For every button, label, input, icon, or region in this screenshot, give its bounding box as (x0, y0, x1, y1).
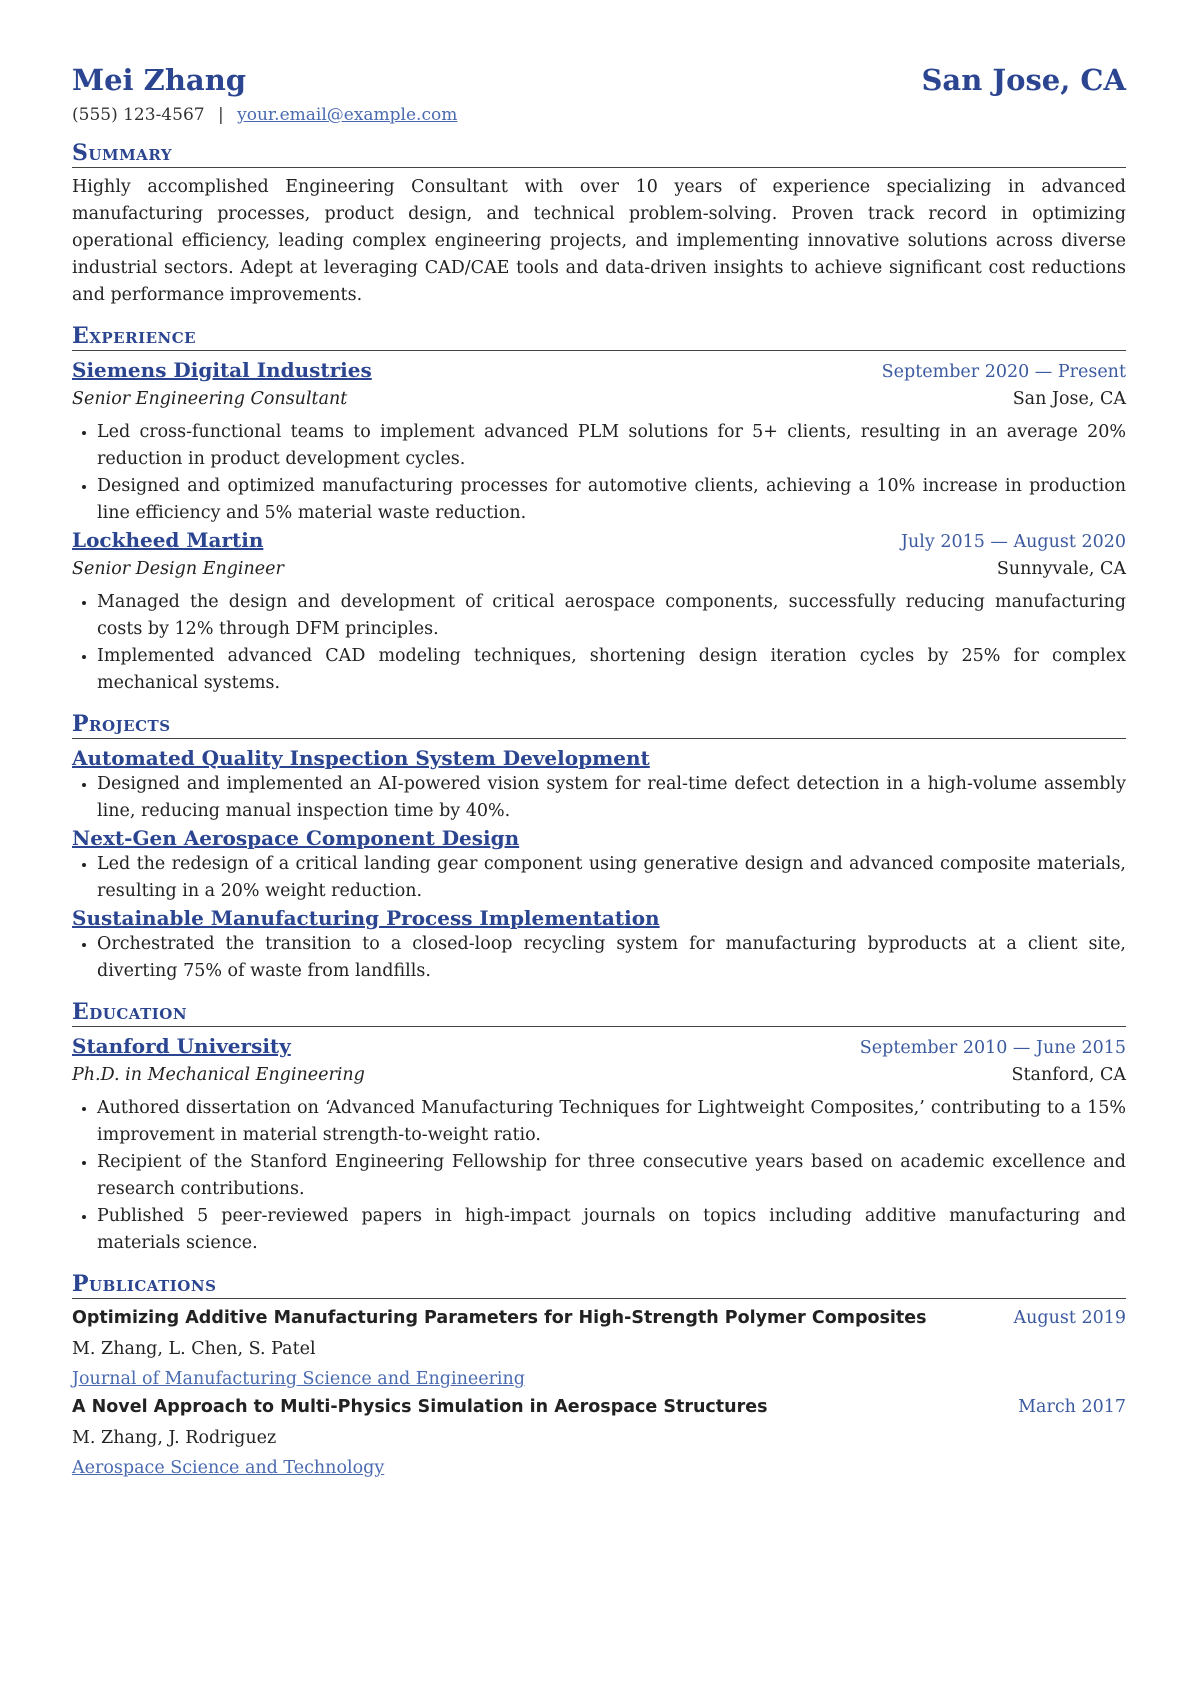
candidate-location: San Jose, CA (921, 63, 1126, 97)
project-entry (72, 745, 1126, 825)
bullet-item: • Published 5 peer-reviewed papers in high-impact journals on topics including additive manufacturing and materials science. (97, 1203, 1126, 1257)
publication-title: Optimizing Additive Manufacturing Parameters for High-Strength Polymer Composites (72, 1308, 927, 1328)
publication-entry (72, 1305, 1126, 1394)
degree-title: Ph.D. in Mechanical Engineering (72, 1065, 365, 1085)
bullet-item: • Led cross-functional teams to implement advanced PLM solutions for 5+ clients, resulting in an average 20% reduction in product development cycles. (97, 419, 1126, 473)
experience-entry (72, 527, 1126, 697)
section-title-education: Education (72, 999, 1126, 1027)
bullet-item: • Led the redesign of a critical landing gear component using generative design and advanced composite materials, resulting in a 20% weight reduction. (97, 851, 1126, 905)
project-entry (72, 825, 1126, 905)
employer-link[interactable]: Siemens Digital Industries (72, 358, 372, 382)
project-title-link[interactable]: Sustainable Manufacturing Process Implementation (72, 906, 660, 930)
entry-date: September 2020 — Present (881, 362, 1126, 382)
resume-page (72, 62, 1126, 1483)
entry-location: Stanford, CA (1011, 1065, 1126, 1085)
employer-link[interactable]: Lockheed Martin (72, 528, 264, 552)
bullet-list (72, 419, 1126, 527)
publication-date: March 2017 (1018, 1397, 1126, 1417)
publication-venue-link[interactable]: Aerospace Science and Technology (72, 1458, 385, 1478)
candidate-name: Mei Zhang (72, 63, 247, 97)
section-title-experience: Experience (72, 323, 1126, 351)
experience-entry (72, 357, 1126, 527)
job-title: Senior Design Engineer (72, 559, 284, 579)
publication-title: A Novel Approach to Multi-Physics Simulation in Aerospace Structures (72, 1397, 768, 1417)
section-title-summary: Summary (72, 140, 1126, 168)
bullet-item: • Orchestrated the transition to a closed-loop recycling system for manufacturing byproducts at a client site, diverting 75% of waste from landfills. (97, 931, 1126, 985)
summary-text: Highly accomplished Engineering Consultant with over 10 years of experience specializing in advanced manufacturing processes, product design, and technical problem-solving. Proven track record in optimizing operational efficiency, leading complex engineering projects, and implementing innovative solutions across diverse industrial sectors. Adept at leveraging CAD/CAE tools and data-driven insights to achieve significant cost reductions and performance improvements. (72, 177, 1126, 305)
phone-number: (555) 123-4567 (72, 105, 205, 125)
publication-authors: M. Zhang, L. Chen, S. Patel (72, 1339, 316, 1359)
email-link[interactable]: your.email@example.com (237, 105, 458, 125)
bullet-list (72, 771, 1126, 825)
school-link[interactable]: Stanford University (72, 1034, 291, 1058)
bullet-item: • Implemented advanced CAD modeling techniques, shortening design iteration cycles by 25% for complex mechanical systems. (97, 643, 1126, 697)
publication-authors: M. Zhang, J. Rodriguez (72, 1428, 277, 1448)
bullet-item: • Managed the design and development of critical aerospace components, successfully reducing manufacturing costs by 12% through DFM principles. (97, 589, 1126, 643)
bullet-item: • Designed and optimized manufacturing processes for automotive clients, achieving a 10% increase in production line efficiency and 5% material waste reduction. (97, 473, 1126, 527)
education-entry (72, 1033, 1126, 1257)
entry-location: San Jose, CA (1012, 389, 1126, 409)
project-title-link[interactable]: Next-Gen Aerospace Component Design (72, 826, 520, 850)
entry-date: September 2010 — June 2015 (859, 1038, 1126, 1058)
bullet-list (72, 931, 1126, 985)
bullet-list (72, 589, 1126, 697)
bullet-item: • Authored dissertation on ‘Advanced Manufacturing Techniques for Lightweight Composites,’ contributing to a 15% improvement in material strength-to-weight ratio. (97, 1095, 1126, 1149)
entry-location: Sunnyvale, CA (996, 559, 1126, 579)
bullet-item: • Designed and implemented an AI-powered vision system for real-time defect detection in a high-volume assembly line, reducing manual inspection time by 40%. (97, 771, 1126, 825)
publication-entry (72, 1394, 1126, 1483)
contact-separator: | (217, 105, 224, 125)
publication-date: August 2019 (1013, 1308, 1126, 1328)
section-title-projects: Projects (72, 711, 1126, 739)
bullet-list (72, 1095, 1126, 1257)
contact-line (72, 104, 1126, 126)
project-entry (72, 905, 1126, 985)
resume-header (72, 62, 1126, 98)
bullet-list (72, 851, 1126, 905)
entry-date: July 2015 — August 2020 (901, 532, 1126, 552)
section-title-publications: Publications (72, 1271, 1126, 1299)
bullet-item: • Recipient of the Stanford Engineering Fellowship for three consecutive years based on academic excellence and research contributions. (97, 1149, 1126, 1203)
project-title-link[interactable]: Automated Quality Inspection System Development (72, 746, 650, 770)
job-title: Senior Engineering Consultant (72, 389, 348, 409)
publication-venue-link[interactable]: Journal of Manufacturing Science and Engineering (72, 1369, 526, 1389)
